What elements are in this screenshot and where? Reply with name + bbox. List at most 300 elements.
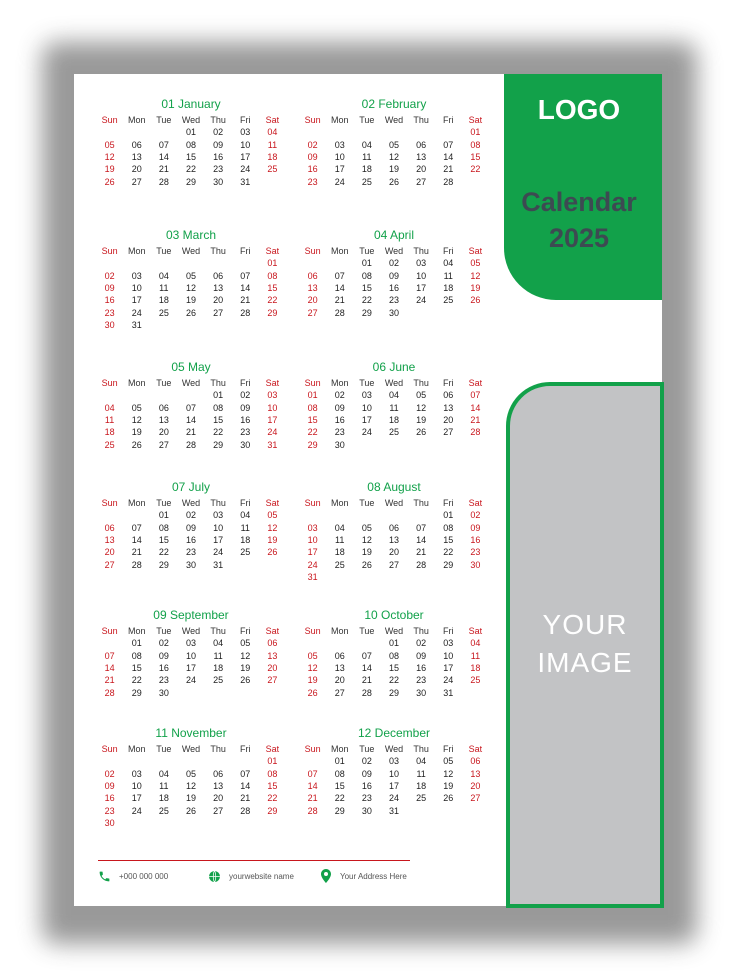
day-cell: 28 xyxy=(240,805,251,816)
week-row xyxy=(96,426,286,438)
day-cell: 20 xyxy=(388,547,399,558)
day-cell xyxy=(177,817,204,829)
day-cell: 08 xyxy=(334,768,345,779)
weekday-label: Tue xyxy=(359,625,375,636)
day-cell xyxy=(205,755,232,767)
week-row xyxy=(299,674,489,686)
day-cell: 23 xyxy=(416,675,427,686)
day-cell xyxy=(299,509,326,521)
day-cell: 27 xyxy=(104,559,115,570)
day-cell: 17 xyxy=(443,662,454,673)
day-cell: 19 xyxy=(361,547,372,558)
day-cell xyxy=(462,571,489,583)
day-cell xyxy=(462,307,489,319)
week-row xyxy=(96,389,286,401)
day-cell: 09 xyxy=(361,768,372,779)
day-cell: 11 xyxy=(213,650,223,661)
day-cell: 11 xyxy=(159,282,169,293)
day-cell: 29 xyxy=(361,307,372,318)
day-cell: 24 xyxy=(267,427,278,438)
month-grid xyxy=(96,244,286,331)
day-cell: 16 xyxy=(185,534,196,545)
day-cell: 09 xyxy=(334,402,345,413)
day-cell: 25 xyxy=(267,164,278,175)
day-cell: 12 xyxy=(443,768,454,779)
day-cell: 28 xyxy=(307,805,318,816)
day-cell xyxy=(299,257,326,269)
day-cell xyxy=(326,571,353,583)
day-cell: 01 xyxy=(267,756,278,767)
day-cell: 29 xyxy=(267,805,278,816)
day-cell: 17 xyxy=(334,164,345,175)
weekday-label: Thu xyxy=(413,497,429,508)
week-row xyxy=(299,176,489,188)
weekday-label: Wed xyxy=(384,114,404,125)
week-row xyxy=(96,401,286,413)
day-cell: 29 xyxy=(334,805,345,816)
day-cell: 24 xyxy=(307,559,318,570)
week-row xyxy=(96,674,286,686)
day-cell: 17 xyxy=(185,662,196,673)
day-cell xyxy=(408,439,435,451)
day-cell: 10 xyxy=(388,768,399,779)
weekday-label: Tue xyxy=(156,625,172,636)
day-cell: 03 xyxy=(334,139,345,150)
week-row xyxy=(96,687,286,699)
day-cell: 13 xyxy=(158,414,169,425)
day-cell: 22 xyxy=(267,295,278,306)
day-cell: 26 xyxy=(443,793,454,804)
day-cell xyxy=(408,805,435,817)
day-cell: 15 xyxy=(334,780,345,791)
day-cell: 08 xyxy=(361,270,372,281)
day-cell: 21 xyxy=(131,547,142,558)
day-cell: 23 xyxy=(158,675,169,686)
weekday-header-row xyxy=(96,244,286,257)
day-cell: 22 xyxy=(470,164,481,175)
day-cell: 01 xyxy=(470,127,481,138)
weekday-label: Mon xyxy=(127,625,146,636)
day-cell xyxy=(462,805,489,817)
day-cell: 14 xyxy=(334,282,345,293)
day-cell: 14 xyxy=(443,151,454,162)
day-cell: 06 xyxy=(267,638,278,649)
day-cell: 23 xyxy=(307,176,318,187)
day-cell: 01 xyxy=(443,510,454,521)
day-cell: 15 xyxy=(213,414,224,425)
day-cell: 06 xyxy=(443,390,454,401)
day-cell xyxy=(353,439,380,451)
day-cell: 29 xyxy=(185,176,196,187)
weekday-label: Thu xyxy=(210,625,226,636)
day-cell: 03 xyxy=(267,390,278,401)
weekday-label: Sat xyxy=(468,377,483,388)
day-cell: 30 xyxy=(185,559,196,570)
day-cell: 13 xyxy=(213,780,224,791)
week-row xyxy=(299,571,489,583)
weekday-label: Tue xyxy=(156,245,172,256)
day-cell: 15 xyxy=(185,151,196,162)
day-cell: 26 xyxy=(361,559,372,570)
day-cell: 31 xyxy=(213,559,224,570)
day-cell: 18 xyxy=(158,295,169,306)
weekday-label: Fri xyxy=(240,743,251,754)
day-cell: 03 xyxy=(307,522,318,533)
day-cell: 20 xyxy=(470,780,481,791)
footer-website-text: yourwebsite name xyxy=(229,871,294,881)
day-cell: 26 xyxy=(104,176,115,187)
week-row xyxy=(96,521,286,533)
day-cell: 09 xyxy=(213,139,224,150)
weekday-header-row xyxy=(299,244,489,257)
weekday-label: Mon xyxy=(330,377,349,388)
week-row xyxy=(299,294,489,306)
day-cell xyxy=(259,817,286,829)
day-cell: 07 xyxy=(185,402,196,413)
week-row xyxy=(299,126,489,138)
week-row xyxy=(96,138,286,150)
image-placeholder xyxy=(506,382,664,908)
day-cell: 20 xyxy=(267,662,278,673)
day-cell: 23 xyxy=(388,295,399,306)
day-cell: 21 xyxy=(240,793,251,804)
day-cell: 27 xyxy=(470,793,481,804)
day-cell: 29 xyxy=(307,439,318,450)
day-cell: 05 xyxy=(267,510,278,521)
month-grid xyxy=(96,376,286,451)
day-cell: 01 xyxy=(334,756,345,767)
day-cell: 14 xyxy=(158,151,169,162)
day-cell: 21 xyxy=(104,675,115,686)
day-cell: 07 xyxy=(240,270,251,281)
week-row xyxy=(299,637,489,649)
day-cell: 24 xyxy=(443,675,454,686)
month-title: 02 February xyxy=(361,97,427,111)
week-row xyxy=(299,755,489,767)
day-cell: 15 xyxy=(443,534,454,545)
month-block xyxy=(96,479,286,571)
day-cell: 20 xyxy=(213,295,224,306)
day-cell: 23 xyxy=(240,427,251,438)
weekday-label: Fri xyxy=(240,245,251,256)
day-cell: 18 xyxy=(213,662,224,673)
day-cell: 10 xyxy=(334,151,345,162)
day-cell: 02 xyxy=(388,258,399,269)
week-row xyxy=(299,687,489,699)
month-grid xyxy=(299,244,489,319)
day-cell: 15 xyxy=(267,282,278,293)
day-cell: 03 xyxy=(361,390,372,401)
weekday-label: Wed xyxy=(181,245,201,256)
weekday-label: Tue xyxy=(359,743,375,754)
weekday-header-row xyxy=(299,113,489,126)
weekday-label: Mon xyxy=(127,245,146,256)
day-cell: 29 xyxy=(213,439,224,450)
footer-divider xyxy=(98,860,410,861)
day-cell: 09 xyxy=(388,270,399,281)
week-row xyxy=(96,649,286,661)
week-row xyxy=(299,546,489,558)
day-cell: 04 xyxy=(416,756,427,767)
day-cell: 24 xyxy=(240,164,251,175)
day-cell: 02 xyxy=(104,270,115,281)
day-cell xyxy=(150,319,177,331)
day-cell xyxy=(435,805,462,817)
day-cell xyxy=(380,509,407,521)
day-cell xyxy=(408,571,435,583)
day-cell: 27 xyxy=(334,687,345,698)
day-cell: 05 xyxy=(185,768,196,779)
day-cell: 08 xyxy=(388,650,399,661)
day-cell: 20 xyxy=(158,427,169,438)
day-cell: 25 xyxy=(470,675,481,686)
weekday-label: Thu xyxy=(413,377,429,388)
day-cell: 14 xyxy=(361,662,372,673)
day-cell: 11 xyxy=(335,534,345,545)
weekday-label: Sun xyxy=(101,114,118,125)
day-cell: 17 xyxy=(307,547,318,558)
day-cell: 26 xyxy=(240,675,251,686)
day-cell: 03 xyxy=(131,270,142,281)
week-row xyxy=(96,534,286,546)
day-cell: 28 xyxy=(240,307,251,318)
week-row xyxy=(96,282,286,294)
day-cell: 02 xyxy=(104,768,115,779)
day-cell xyxy=(123,755,150,767)
day-cell: 08 xyxy=(470,139,481,150)
month-grid xyxy=(96,624,286,699)
day-cell xyxy=(353,126,380,138)
day-cell: 13 xyxy=(470,768,481,779)
day-cell: 11 xyxy=(362,151,372,162)
day-cell: 12 xyxy=(388,151,399,162)
weekday-label: Thu xyxy=(210,377,226,388)
day-cell xyxy=(96,509,123,521)
weekday-label: Sun xyxy=(304,497,321,508)
day-cell: 25 xyxy=(104,439,115,450)
day-cell: 14 xyxy=(240,282,251,293)
day-cell xyxy=(462,176,489,188)
day-cell xyxy=(177,755,204,767)
day-cell: 25 xyxy=(240,547,251,558)
day-cell: 05 xyxy=(185,270,196,281)
weekday-label: Tue xyxy=(156,377,172,388)
week-row xyxy=(299,138,489,150)
day-cell: 30 xyxy=(388,307,399,318)
month-block xyxy=(299,479,489,583)
week-row xyxy=(96,817,286,829)
day-cell: 09 xyxy=(470,522,481,533)
day-cell: 13 xyxy=(104,534,115,545)
week-row xyxy=(96,319,286,331)
day-cell: 26 xyxy=(267,547,278,558)
week-row xyxy=(96,767,286,779)
day-cell: 30 xyxy=(334,439,345,450)
day-cell: 25 xyxy=(361,176,372,187)
day-cell: 16 xyxy=(158,662,169,673)
day-cell: 08 xyxy=(185,139,196,150)
day-cell: 10 xyxy=(307,534,318,545)
day-cell: 30 xyxy=(361,805,372,816)
day-cell: 22 xyxy=(307,427,318,438)
day-cell: 22 xyxy=(213,427,224,438)
weekday-label: Wed xyxy=(181,114,201,125)
day-cell: 25 xyxy=(416,793,427,804)
day-cell: 01 xyxy=(361,258,372,269)
day-cell: 15 xyxy=(267,780,278,791)
day-cell: 26 xyxy=(185,307,196,318)
day-cell: 13 xyxy=(334,662,345,673)
day-cell xyxy=(435,439,462,451)
day-cell: 09 xyxy=(416,650,427,661)
weekday-header-row xyxy=(299,624,489,637)
day-cell: 19 xyxy=(470,282,481,293)
day-cell: 16 xyxy=(361,780,372,791)
day-cell: 19 xyxy=(185,295,196,306)
day-cell: 05 xyxy=(104,139,115,150)
week-row xyxy=(96,151,286,163)
weekday-label: Sat xyxy=(468,114,483,125)
day-cell xyxy=(232,817,259,829)
day-cell: 03 xyxy=(185,638,196,649)
day-cell: 11 xyxy=(443,270,453,281)
day-cell: 22 xyxy=(131,675,142,686)
footer-address xyxy=(320,868,407,884)
week-row xyxy=(299,282,489,294)
day-cell: 06 xyxy=(213,768,224,779)
day-cell: 19 xyxy=(104,164,115,175)
weekday-label: Mon xyxy=(330,114,349,125)
weekday-label: Wed xyxy=(384,625,404,636)
month-block xyxy=(96,607,286,699)
week-row xyxy=(299,439,489,451)
day-cell xyxy=(205,687,232,699)
day-cell: 21 xyxy=(185,427,196,438)
day-cell: 16 xyxy=(334,414,345,425)
weekday-label: Thu xyxy=(413,743,429,754)
day-cell: 11 xyxy=(104,414,115,425)
day-cell: 29 xyxy=(443,559,454,570)
day-cell: 08 xyxy=(267,768,278,779)
day-cell: 08 xyxy=(307,402,318,413)
day-cell: 22 xyxy=(185,164,196,175)
day-cell: 18 xyxy=(240,534,251,545)
day-cell xyxy=(150,817,177,829)
week-row xyxy=(299,534,489,546)
day-cell: 19 xyxy=(185,793,196,804)
weekday-header-row xyxy=(299,496,489,509)
day-cell xyxy=(232,687,259,699)
day-cell xyxy=(408,126,435,138)
day-cell: 30 xyxy=(416,687,427,698)
week-row xyxy=(96,176,286,188)
day-cell: 28 xyxy=(104,687,115,698)
day-cell: 30 xyxy=(240,439,251,450)
calendar-title-year: 2025 xyxy=(548,223,610,253)
day-cell: 04 xyxy=(104,402,115,413)
weekday-label: Sun xyxy=(304,625,321,636)
day-cell xyxy=(123,817,150,829)
day-cell: 17 xyxy=(388,780,399,791)
month-grid xyxy=(96,742,286,829)
week-row xyxy=(299,307,489,319)
week-row xyxy=(96,637,286,649)
day-cell: 10 xyxy=(131,780,142,791)
day-cell: 12 xyxy=(416,402,427,413)
day-cell: 17 xyxy=(240,151,251,162)
globe-icon xyxy=(208,870,221,883)
day-cell: 26 xyxy=(416,427,427,438)
month-title: 08 August xyxy=(367,480,421,494)
weekday-label: Tue xyxy=(156,497,172,508)
day-cell xyxy=(259,687,286,699)
day-cell: 02 xyxy=(213,127,224,138)
weekday-label: Wed xyxy=(181,497,201,508)
day-cell: 15 xyxy=(131,662,142,673)
day-cell: 12 xyxy=(307,662,318,673)
weekday-label: Thu xyxy=(413,625,429,636)
day-cell: 28 xyxy=(443,176,454,187)
day-cell: 03 xyxy=(131,768,142,779)
week-row xyxy=(96,307,286,319)
day-cell: 07 xyxy=(158,139,169,150)
weekday-header-row xyxy=(299,742,489,755)
day-cell: 16 xyxy=(470,534,481,545)
day-cell: 10 xyxy=(443,650,454,661)
weekday-label: Mon xyxy=(330,625,349,636)
day-cell xyxy=(96,755,123,767)
weekday-label: Fri xyxy=(443,245,454,256)
day-cell: 07 xyxy=(443,139,454,150)
day-cell: 19 xyxy=(307,675,318,686)
day-cell: 09 xyxy=(158,650,169,661)
day-cell: 12 xyxy=(267,522,278,533)
day-cell: 19 xyxy=(267,534,278,545)
logo: LOGO xyxy=(537,94,621,125)
calendar-page xyxy=(74,74,662,906)
day-cell: 24 xyxy=(213,547,224,558)
month-grid xyxy=(96,113,286,188)
day-cell xyxy=(462,687,489,699)
month-title: 06 June xyxy=(372,360,416,374)
weekday-label: Fri xyxy=(443,377,454,388)
week-row xyxy=(299,426,489,438)
day-cell: 24 xyxy=(416,295,427,306)
day-cell: 25 xyxy=(158,805,169,816)
day-cell xyxy=(96,126,123,138)
week-row xyxy=(96,755,286,767)
day-cell: 16 xyxy=(307,164,318,175)
day-cell: 11 xyxy=(240,522,250,533)
day-cell: 24 xyxy=(361,427,372,438)
day-cell: 05 xyxy=(416,390,427,401)
day-cell: 13 xyxy=(416,151,427,162)
day-cell: 29 xyxy=(158,559,169,570)
day-cell: 28 xyxy=(470,427,481,438)
day-cell xyxy=(150,126,177,138)
day-cell: 06 xyxy=(158,402,169,413)
week-row xyxy=(299,767,489,779)
day-cell: 12 xyxy=(104,151,115,162)
month-grid xyxy=(299,624,489,699)
month-grid xyxy=(299,113,489,188)
day-cell xyxy=(150,755,177,767)
day-cell: 20 xyxy=(443,414,454,425)
day-cell: 28 xyxy=(334,307,345,318)
day-cell: 10 xyxy=(131,282,142,293)
day-cell: 22 xyxy=(158,547,169,558)
day-cell xyxy=(326,257,353,269)
